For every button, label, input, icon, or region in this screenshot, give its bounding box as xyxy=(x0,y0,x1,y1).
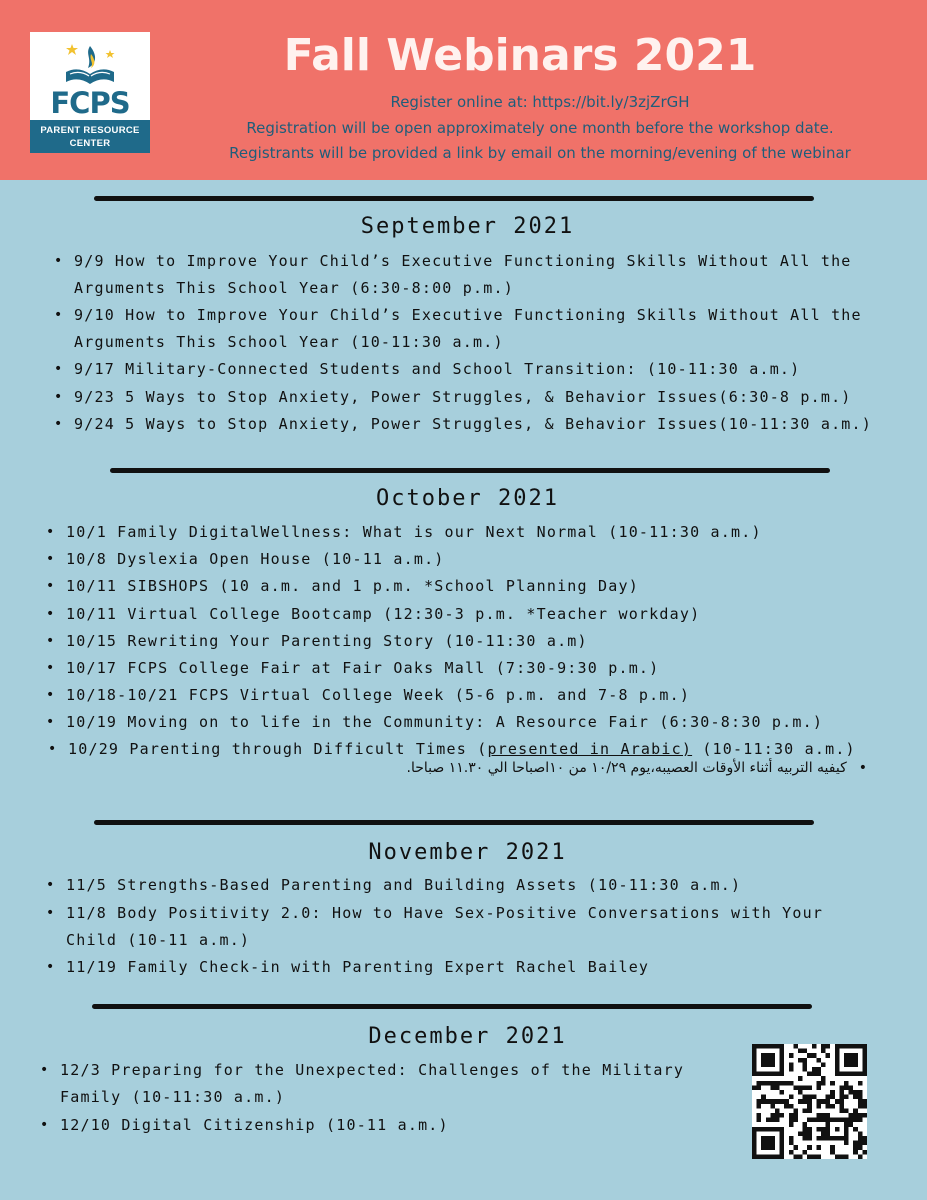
arabic-link[interactable]: presented in Arabic) xyxy=(487,740,693,758)
list-item: • 10/1 Family DigitalWellness: What is our Next Normal (10-11:30 a.m.) xyxy=(66,519,762,546)
bullet-icon: • xyxy=(858,760,867,776)
divider-october xyxy=(110,468,830,473)
fcps-logo xyxy=(30,32,150,153)
list-item: • 10/17 FCPS College Fair at Fair Oaks Mall (7:30-9:30 p.m.) xyxy=(66,655,659,682)
arabic-list-item xyxy=(407,760,867,776)
logo-band xyxy=(30,120,150,153)
list-item-continued: Arguments This School Year (6:30-8:00 p.m.) xyxy=(74,279,514,297)
heading-september: September 2021 xyxy=(360,214,575,239)
logo-band-line2: CENTER xyxy=(69,138,111,149)
list-item: • 10/8 Dyslexia Open House (10-11 a.m.) xyxy=(66,546,445,573)
divider-november xyxy=(94,820,814,825)
list-item: • 9/9 How to Improve Your Child’s Executive Functioning Skills Without All the xyxy=(74,248,852,275)
list-item: • 9/23 5 Ways to Stop Anxiety, Power Struggles, & Behavior Issues(6:30-8 p.m.) xyxy=(74,384,852,411)
list-item: • 11/19 Family Check-in with Parenting Expert Rachel Bailey xyxy=(66,954,649,981)
page-title: Fall Webinars 2021 xyxy=(283,30,757,81)
list-item: • 9/24 5 Ways to Stop Anxiety, Power Struggles, & Behavior Issues(10-11:30 a.m.) xyxy=(74,411,872,438)
header-banner xyxy=(0,0,927,180)
list-item-continued: Arguments This School Year (10-11:30 a.m.) xyxy=(74,333,504,351)
register-link-line[interactable]: Register online at: https://bit.ly/3zjZrGH xyxy=(390,93,690,111)
logo-band-line1: PARENT RESOURCE xyxy=(40,125,140,136)
list-item xyxy=(68,736,856,763)
email-info-line: Registrants will be provided a link by email on the morning/evening of the webinar xyxy=(229,144,851,162)
list-item: • 10/11 Virtual College Bootcamp (12:30-3 p.m. *Teacher workday) xyxy=(66,601,700,628)
divider-september xyxy=(94,196,814,201)
list-item: • 10/15 Rewriting Your Parenting Story (10-11:30 a.m) xyxy=(66,628,588,655)
list-item-continued: Child (10-11 a.m.) xyxy=(66,931,251,949)
list-item: • 11/8 Body Positivity 2.0: How to Have Sex-Positive Conversations with Your xyxy=(66,900,823,927)
list-item: • 11/5 Strengths-Based Parenting and Building Assets (10-11:30 a.m.) xyxy=(66,872,741,899)
heading-december: December 2021 xyxy=(368,1024,567,1049)
list-item: • 9/10 How to Improve Your Child’s Executive Functioning Skills Without All the xyxy=(74,302,862,329)
divider-december xyxy=(92,1004,812,1009)
registration-info-line: Registration will be open approximately one month before the workshop date. xyxy=(246,119,834,137)
list-item: • 12/3 Preparing for the Unexpected: Challenges of the Military xyxy=(60,1057,684,1084)
book-flame-icon xyxy=(58,38,122,88)
heading-october: October 2021 xyxy=(376,486,559,511)
list-item-continued: Family (10-11:30 a.m.) xyxy=(60,1088,286,1106)
list-item: • 10/11 SIBSHOPS (10 a.m. and 1 p.m. *School Planning Day) xyxy=(66,573,639,600)
list-item: • 10/18-10/21 FCPS Virtual College Week (5-6 p.m. and 7-8 p.m.) xyxy=(66,682,690,709)
heading-november: November 2021 xyxy=(368,840,567,865)
logo-wordmark: FCPS xyxy=(50,86,130,120)
item-text: (10-11:30 a.m.) xyxy=(692,740,856,758)
item-text: 10/29 Parenting through Difficult Times ( xyxy=(68,740,488,758)
list-item: • 10/19 Moving on to life in the Community: A Resource Fair (6:30-8:30 p.m.) xyxy=(66,709,823,736)
qr-code-icon xyxy=(752,1044,867,1159)
list-item: • 9/17 Military-Connected Students and School Transition: (10-11:30 a.m.) xyxy=(74,356,800,383)
list-item: • 12/10 Digital Citizenship (10-11 a.m.) xyxy=(60,1112,449,1139)
qr-code[interactable] xyxy=(752,1044,867,1159)
arabic-text: كيفيه التربيه أثناء الأوقات العصيبه،يوم ١٠/٢٩ من ١٠اصباحا الي ١١.٣٠ صباحا. xyxy=(406,760,847,776)
